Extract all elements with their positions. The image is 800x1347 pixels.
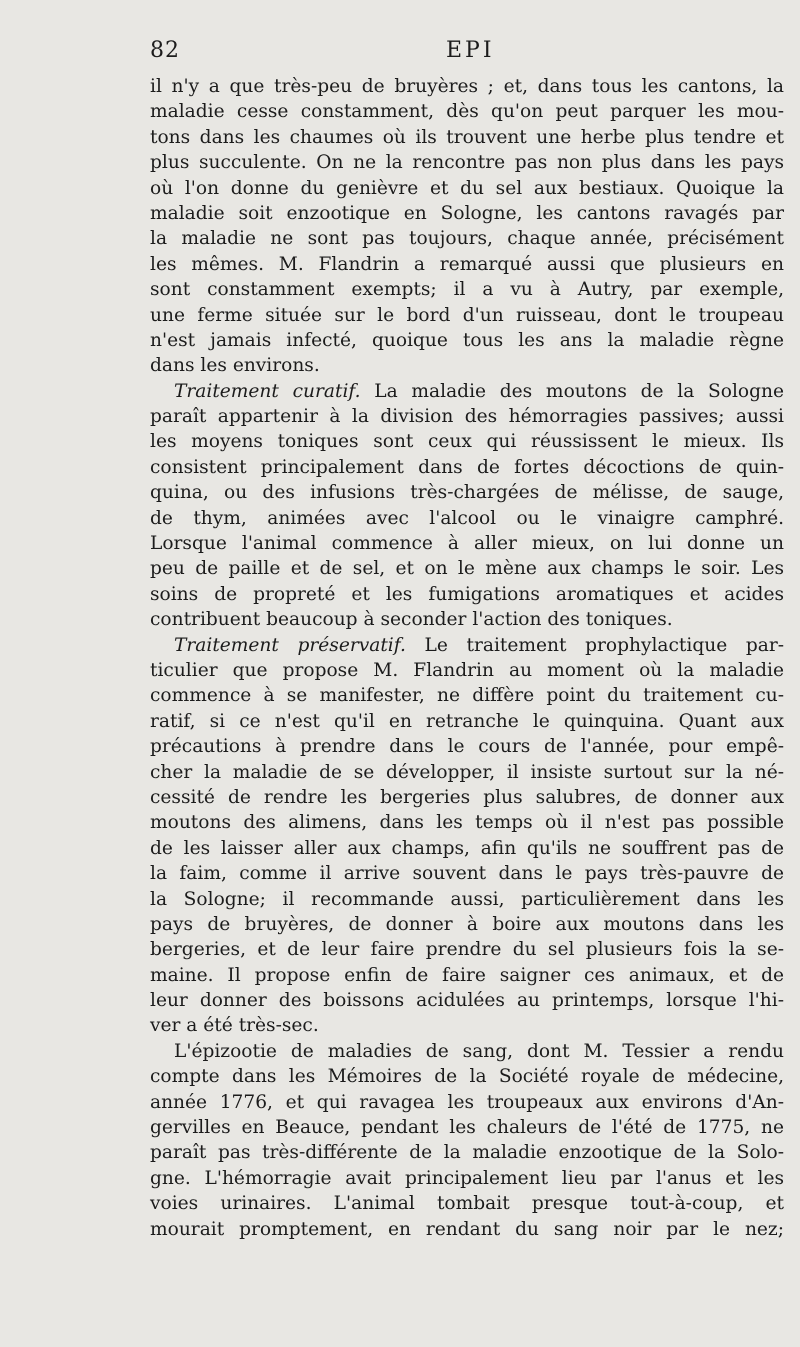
text-line: de les laisser aller aux champs, afin qu'ils ne souffrent pas de: [150, 837, 784, 859]
text-line: sont constamment exempts; il a vu à Autry, par exemple,: [150, 279, 784, 301]
text-line: n'est jamais infecté, quoique tous les ans la maladie règne: [150, 329, 784, 351]
text-line: les moyens toniques sont ceux qui réussissent le mieux. Ils: [150, 431, 784, 453]
text-line: ver a été très-sec.: [150, 1015, 319, 1037]
text-line: contribuent beaucoup à seconder l'action des toniques.: [150, 609, 673, 631]
text-run: La maladie des moutons de la Sologne: [360, 380, 785, 402]
section-heading: Traitement curatif.: [174, 380, 361, 402]
text-line: gne. L'hémorragie avait principalement lieu par l'anus et les: [150, 1167, 784, 1189]
text-run: Le traitement prophylactique par-: [405, 634, 784, 656]
running-head: EPI: [446, 38, 495, 63]
text-line: leur donner des boissons acidulées au printemps, lorsque l'hi-: [150, 990, 784, 1012]
section-heading: Traitement préservatif.: [174, 634, 406, 656]
text-line: dans les environs.: [150, 355, 320, 377]
text-line: peu de paille et de sel, et on le mène aux champs le soir. Les: [150, 558, 784, 580]
text-line: bergeries, et de leur faire prendre du sel plusieurs fois la se-: [150, 939, 784, 961]
text-line: plus succulente. On ne la rencontre pas non plus dans les pays: [150, 152, 784, 174]
text-line: ticulier que propose M. Flandrin au moment où la maladie: [150, 659, 784, 681]
paragraph: [150, 633, 784, 1039]
text-line: paraît appartenir à la division des hémorragies passives; aussi: [150, 406, 784, 428]
text-line: consistent principalement dans de fortes décoctions de quin-: [150, 456, 784, 478]
text-line: compte dans les Mémoires de la Société royale de médecine,: [150, 1066, 784, 1088]
page-number: 82: [150, 38, 180, 63]
text-line: cessité de rendre les bergeries plus salubres, de donner aux: [150, 786, 784, 808]
text-line: [150, 379, 784, 404]
text-line: paraît pas très-différente de la maladie enzootique de la Solo-: [150, 1142, 784, 1164]
text-line: Lorsque l'animal commence à aller mieux, on lui donne un: [150, 533, 784, 555]
paragraph: [150, 74, 784, 379]
text-line: commence à se manifester, ne diffère point du traitement cu-: [150, 685, 784, 707]
text-line: pays de bruyères, de donner à boire aux moutons dans les: [150, 913, 784, 935]
text-line: moutons des alimens, dans les temps où il n'est pas possible: [150, 812, 784, 834]
text-line: une ferme située sur le bord d'un ruisseau, dont le troupeau: [150, 304, 784, 326]
text-line: maladie soit enzootique en Sologne, les cantons ravagés par: [150, 202, 784, 224]
text-line: la maladie ne sont pas toujours, chaque année, précisément: [150, 228, 784, 250]
paragraph: [150, 379, 784, 633]
text-line: il n'y a que très-peu de bruyères ; et, dans tous les cantons, la: [150, 76, 784, 97]
text-line: mourait promptement, en rendant du sang noir par le nez;: [150, 1218, 784, 1240]
text-line: quina, ou des infusions très-chargées de mélisse, de sauge,: [150, 482, 784, 504]
text-line: cher la maladie de se développer, il insiste surtout sur la né-: [150, 761, 784, 783]
text-line: tons dans les chaumes où ils trouvent une herbe plus tendre et: [150, 126, 784, 148]
text-line: gervilles en Beauce, pendant les chaleurs de l'été de 1775, ne: [150, 1117, 784, 1139]
text-line: de thym, animées avec l'alcool ou le vinaigre camphré.: [150, 507, 784, 529]
text-line: L'épizootie de maladies de sang, dont M. Tessier a rendu: [174, 1040, 784, 1062]
text-line: précautions à prendre dans le cours de l'année, pour empê-: [150, 736, 784, 758]
text-line: où l'on donne du genièvre et du sel aux bestiaux. Quoique la: [150, 177, 784, 199]
page-body: [150, 74, 784, 1242]
paragraph: [150, 1039, 784, 1242]
text-line: [150, 633, 784, 658]
page-header: [150, 38, 780, 72]
text-line: la Sologne; il recommande aussi, particulièrement dans les: [150, 888, 784, 910]
text-line: soins de propreté et les fumigations aromatiques et acides: [150, 583, 784, 605]
text-line: maine. Il propose enfin de faire saigner ces animaux, et de: [150, 964, 784, 986]
text-line: les mêmes. M. Flandrin a remarqué aussi que plusieurs en: [150, 253, 784, 275]
text-line: maladie cesse constamment, dès qu'on peut parquer les mou-: [150, 101, 784, 123]
text-line: voies urinaires. L'animal tombait presque tout-à-coup, et: [150, 1193, 784, 1215]
text-line: la faim, comme il arrive souvent dans le pays très-pauvre de: [150, 863, 784, 885]
text-line: année 1776, et qui ravagea les troupeaux aux environs d'An-: [150, 1091, 784, 1113]
text-line: ratif, si ce n'est qu'il en retranche le quinquina. Quant aux: [150, 710, 784, 732]
